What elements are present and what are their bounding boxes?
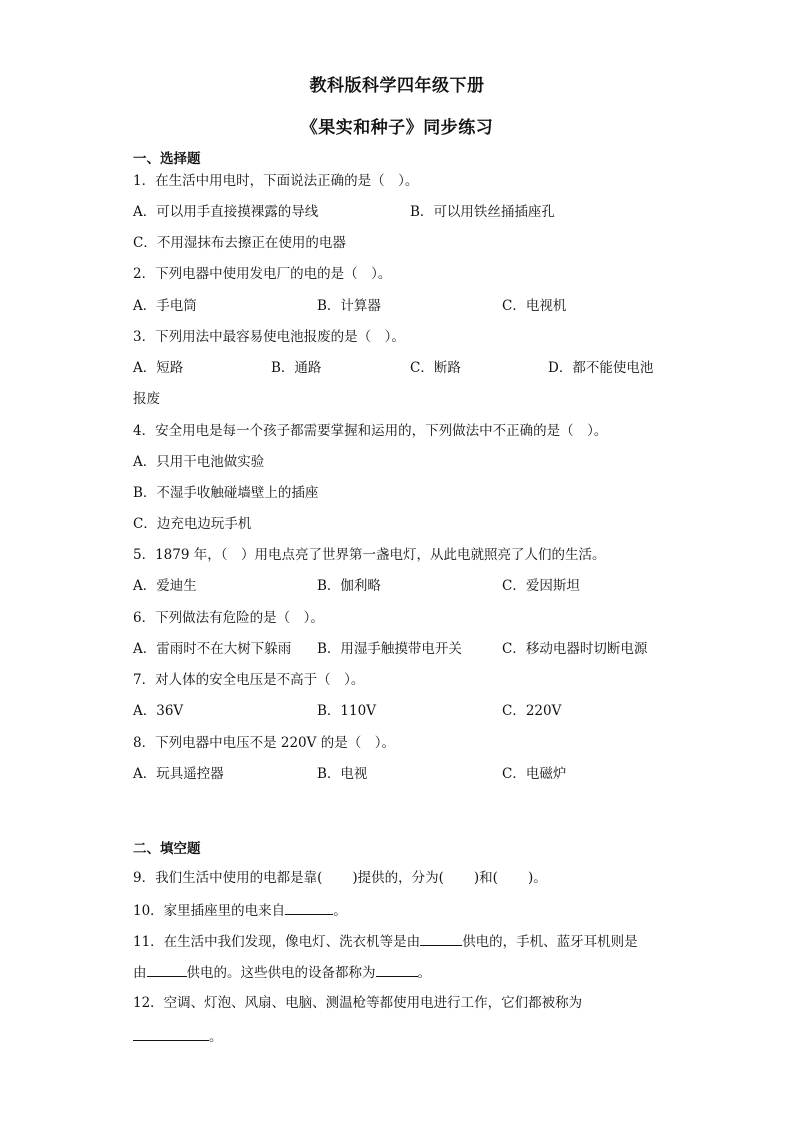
question-9-text-2: )提供的，分为( <box>352 870 444 886</box>
question-1-options <box>0 203 794 221</box>
question-11-text-1: 11．在生活中我们发现，像电灯、洗衣机等是由 <box>133 934 421 950</box>
question-11-line-2 <box>133 963 431 982</box>
question-5-options <box>0 577 794 595</box>
question-7-stem: 7．对人体的安全电压是不高于（ ）。 <box>133 672 365 688</box>
question-11-text-5: 。 <box>417 965 431 981</box>
question-6-options <box>0 640 794 658</box>
question-5-stem: 5．1879 年，（ ）用电点亮了世界第一盏电灯，从此电就照亮了人们的生活。 <box>133 547 606 563</box>
option-a: A．爱迪生 <box>133 578 197 594</box>
question-10-text-2: 。 <box>333 903 347 919</box>
option-b: B．计算器 <box>317 298 381 314</box>
section-heading-choice: 一、选择题 <box>133 151 201 167</box>
question-10 <box>133 901 347 920</box>
question-8-stem: 8．下列电器中电压不是 220V 的是（ ）。 <box>133 735 395 751</box>
option-a: A．可以用手直接摸裸露的导线 <box>133 204 319 220</box>
question-11-text-2: 供电的，手机、蓝牙耳机则是 <box>462 934 638 950</box>
question-8-options <box>0 765 794 783</box>
option-d-continued: 报废 <box>133 391 160 407</box>
question-4-stem: 4．安全用电是每一个孩子都需要掌握和运用的，下列做法中不正确的是（ ）。 <box>133 423 608 439</box>
section-heading-fill: 二、填空题 <box>133 841 201 857</box>
option-c: C．电磁炉 <box>502 766 567 782</box>
option-b: B．110V <box>317 703 376 719</box>
question-6-stem: 6．下列做法有危险的是（ ）。 <box>133 610 324 626</box>
question-11-text-4: 供电的。这些供电的设备都称为 <box>186 965 376 981</box>
option-c: C．电视机 <box>502 298 567 314</box>
option-a: A．只用干电池做实验 <box>133 454 265 470</box>
option-d: D．都不能使电池 <box>548 360 654 376</box>
answer-blank[interactable] <box>285 901 333 915</box>
question-9-text-3: )和( <box>473 870 498 886</box>
page-title: 教科版科学四年级下册 <box>309 76 485 96</box>
question-10-text-1: 10．家里插座里的电来自 <box>133 903 286 919</box>
question-3-stem: 3．下列用法中最容易使电池报废的是（ ）。 <box>133 329 405 345</box>
option-c: C．移动电器时切断电源 <box>502 641 648 657</box>
question-12-line-2 <box>133 1027 223 1046</box>
option-c: C．不用湿抹布去擦正在使用的电器 <box>133 235 346 251</box>
question-7-options <box>0 702 794 720</box>
question-9-text-4: )。 <box>527 870 547 886</box>
answer-blank[interactable] <box>133 1027 209 1041</box>
question-9 <box>133 869 547 887</box>
question-1-stem: 1．在生活中用电时，下面说法正确的是（ ）。 <box>133 173 419 189</box>
question-9-text-1: 9．我们生活中使用的电都是靠( <box>133 870 323 886</box>
option-a: A．手电筒 <box>133 298 197 314</box>
option-b: B．不湿手收触碰墙壁上的插座 <box>133 485 319 501</box>
option-c: C．断路 <box>410 360 461 376</box>
question-2-stem: 2．下列电器中使用发电厂的电的是（ ）。 <box>133 266 392 282</box>
page-subtitle: 《果实和种子》同步练习 <box>300 118 494 138</box>
question-3-options <box>0 359 794 377</box>
question-11-line-1 <box>133 932 638 951</box>
option-b: B．可以用铁丝捅插座孔 <box>410 204 555 220</box>
question-12-text-2: 。 <box>209 1029 223 1045</box>
answer-blank[interactable] <box>420 932 462 946</box>
question-2-options <box>0 297 794 315</box>
option-b: B．通路 <box>271 360 322 376</box>
option-b: B．伽利略 <box>317 578 381 594</box>
answer-blank[interactable] <box>376 963 418 977</box>
option-b: B．电视 <box>317 766 368 782</box>
question-12-line-1: 12．空调、灯泡、风扇、电脑、测温枪等都使用电进行工作，它们都被称为 <box>133 995 583 1011</box>
option-a: A．短路 <box>133 360 184 376</box>
option-a: A．雷雨时不在大树下躲雨 <box>133 641 292 657</box>
question-11-text-3: 由 <box>133 965 147 981</box>
option-b: B．用湿手触摸带电开关 <box>317 641 462 657</box>
answer-blank[interactable] <box>147 963 187 977</box>
option-a: A．36V <box>133 703 184 719</box>
option-a: A．玩具遥控器 <box>133 766 224 782</box>
option-c: C．边充电边玩手机 <box>133 516 252 532</box>
option-c: C．爱因斯坦 <box>502 578 580 594</box>
option-c: C．220V <box>502 703 562 719</box>
